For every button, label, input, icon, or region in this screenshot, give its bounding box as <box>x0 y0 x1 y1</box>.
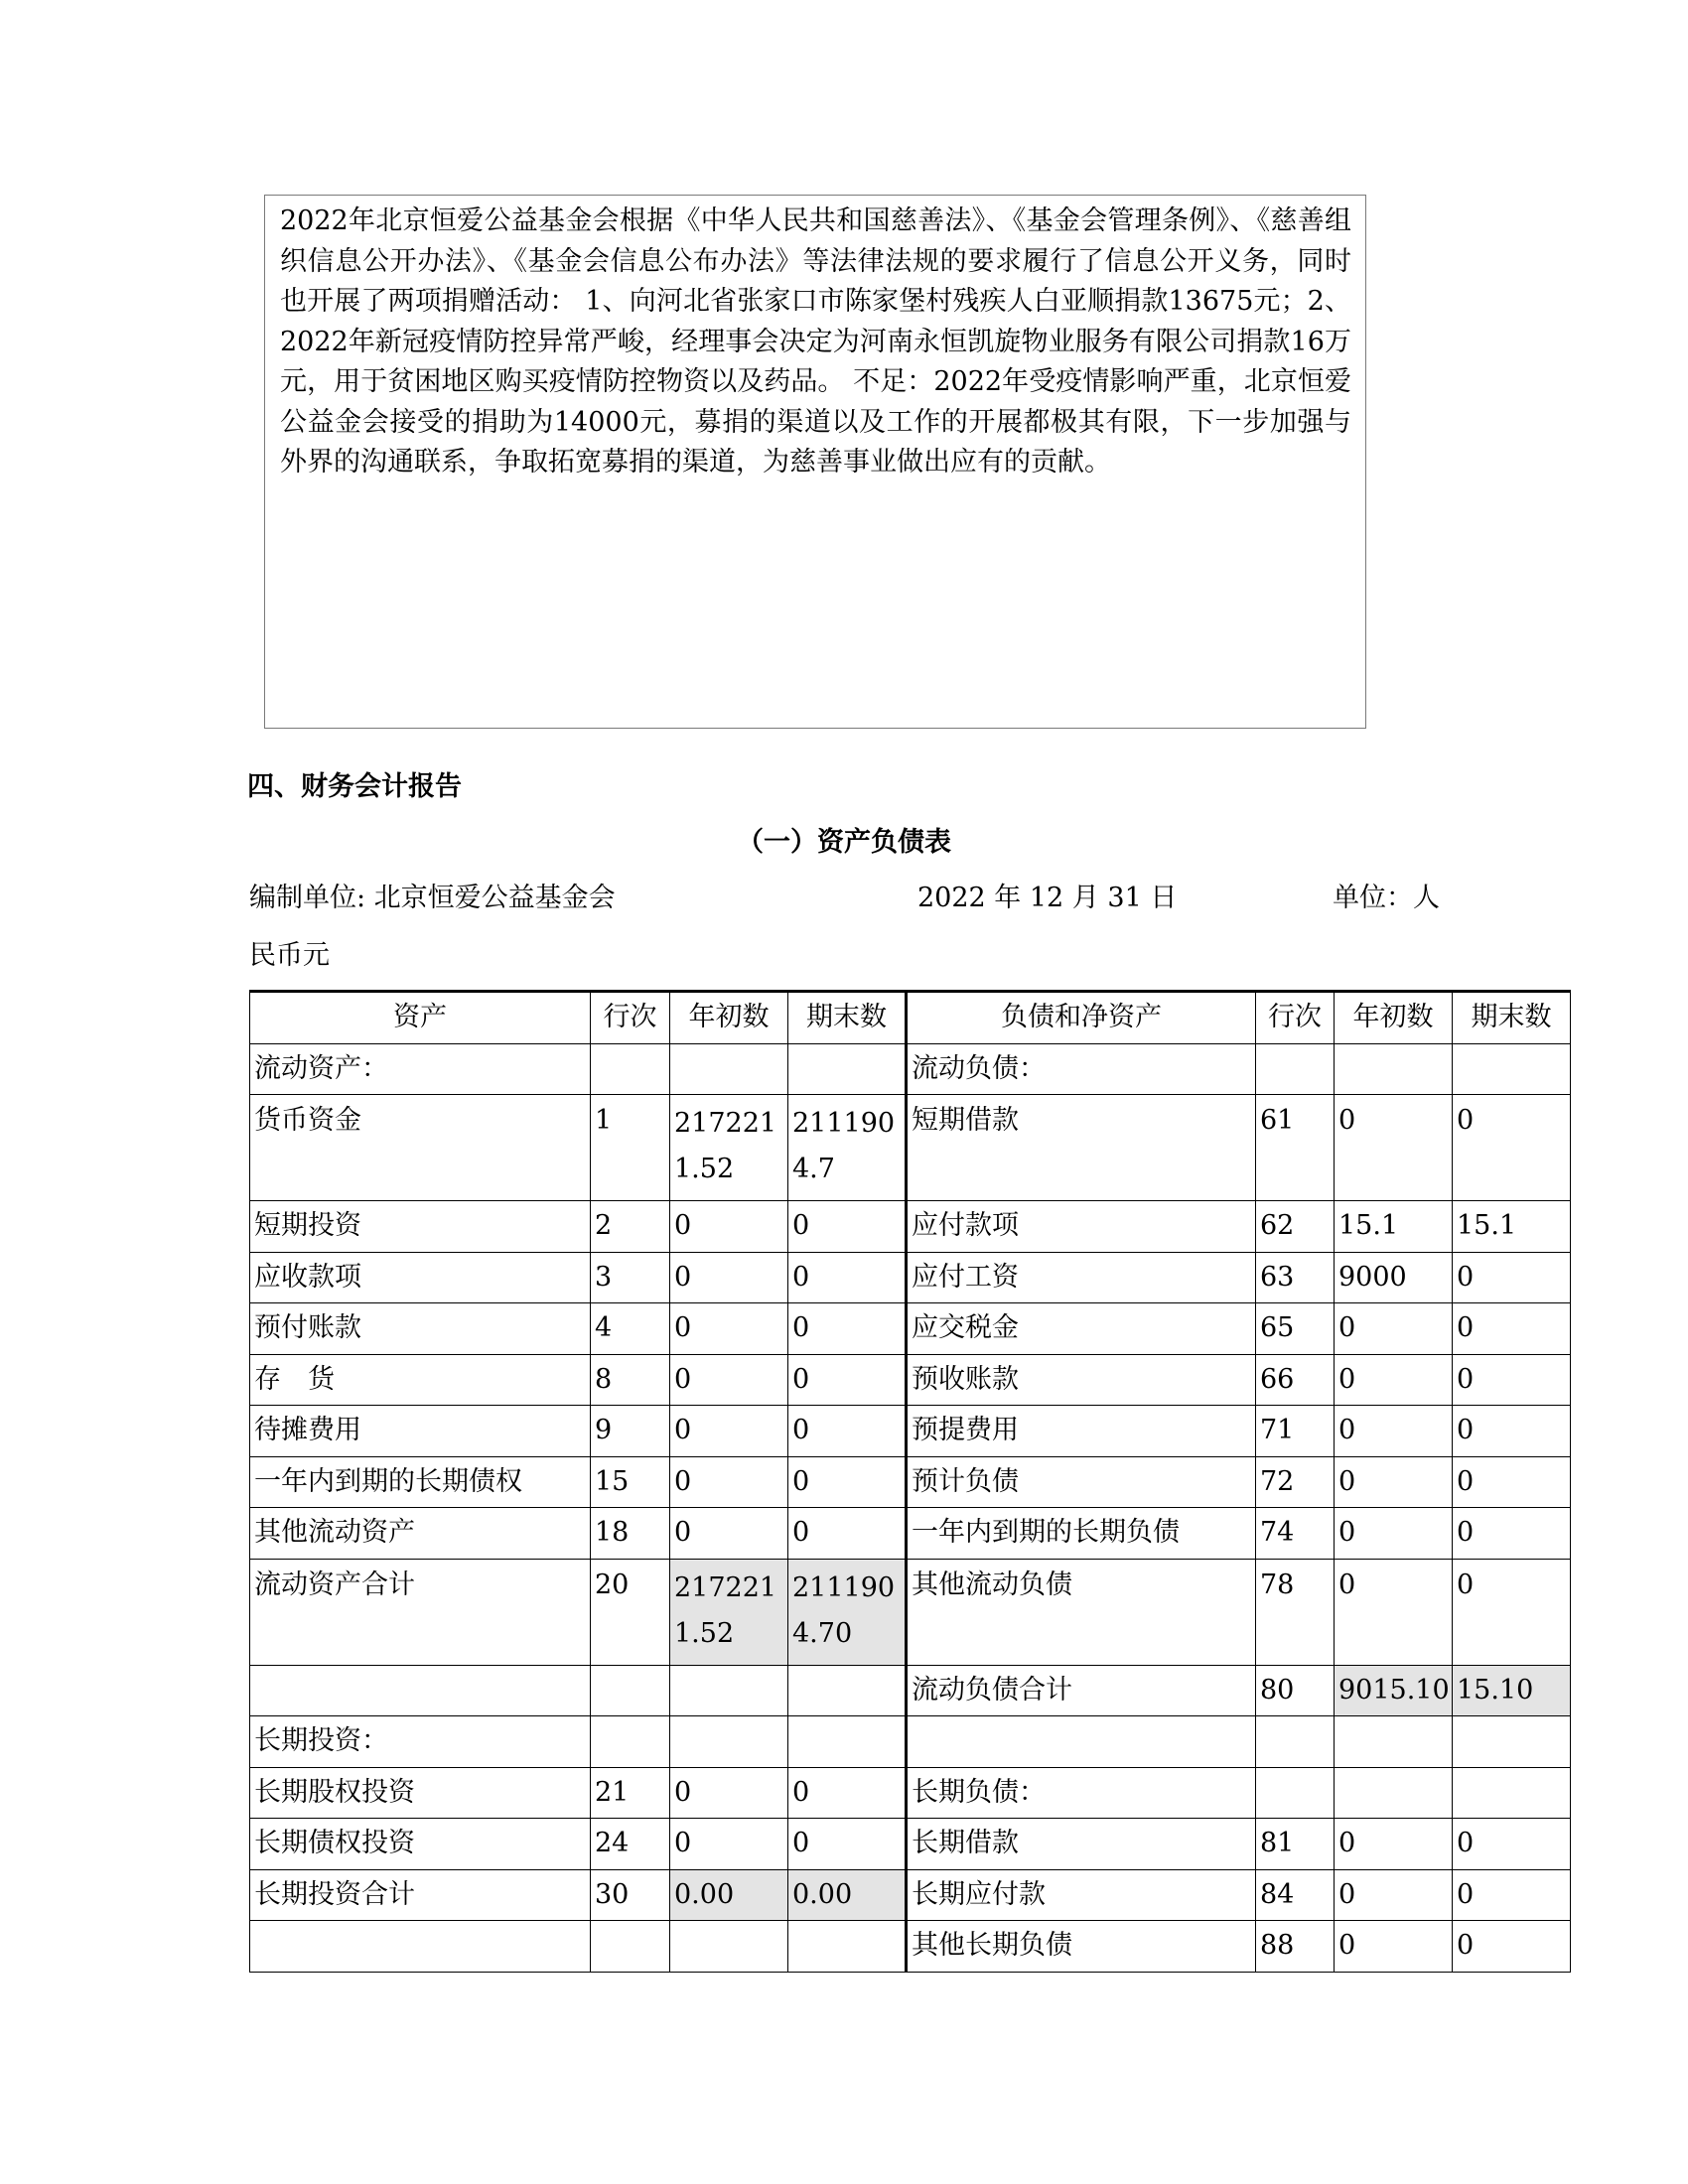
table-cell: 2172211.52 <box>670 1095 788 1201</box>
table-row <box>250 1559 1571 1665</box>
table-cell: 9015.10 <box>1335 1665 1453 1716</box>
table-cell: 0 <box>788 1354 907 1406</box>
table-cell: 0 <box>1335 1303 1453 1355</box>
table-cell: 3 <box>591 1252 670 1303</box>
narrative-text: 2022年北京恒爱公益基金会根据《中华人民共和国慈善法》、《基金会管理条例》、《慈善组织信息公开办法》、《基金会信息公布办法》等法律法规的要求履行了信息公开义务，同时也开展了两项捐赠活动： 1、向河北省张家口市陈家堡村残疾人白亚顺捐款13675元；2、2022年新冠疫情防控异常严峻，经理事会决定为河南永恒凯旋物业服务有限公司捐款16万元，用于贫困地区购买疫情防控物资以及药品。 不足：2022年受疫情影响严重，北京恒爱公益金会接受的捐助为14000元，募捐的渠道以及工作的开展都极其有限，下一步加强与外界的沟通联系，争取拓宽募捐的渠道，为慈善事业做出应有的贡献。 <box>280 205 1351 478</box>
table-cell: 0 <box>788 1303 907 1355</box>
table-cell: 18 <box>591 1508 670 1560</box>
table-cell: 0 <box>1335 1508 1453 1560</box>
table-cell: 0 <box>788 1456 907 1508</box>
table-row <box>250 1095 1571 1201</box>
table-cell: 长期债权投资 <box>250 1819 591 1870</box>
table-cell: 0 <box>670 1354 788 1406</box>
table-row <box>250 1716 1571 1768</box>
table-cell: 0 <box>670 1456 788 1508</box>
table-cell: 8 <box>591 1354 670 1406</box>
table-cell: 0 <box>1335 1559 1453 1665</box>
header-cell: 期末数 <box>788 992 907 1044</box>
table-cell: 应收款项 <box>250 1252 591 1303</box>
table-cell <box>1453 1043 1571 1095</box>
table-row <box>250 1767 1571 1819</box>
table-cell: 0 <box>1335 1354 1453 1406</box>
header-cell: 年初数 <box>1335 992 1453 1044</box>
table-cell: 长期应付款 <box>907 1869 1256 1921</box>
table-cell: 15.1 <box>1335 1201 1453 1253</box>
table-cell: 0 <box>670 1508 788 1560</box>
table-cell <box>250 1921 591 1973</box>
table-cell: 0 <box>1453 1095 1571 1201</box>
table-cell: 0 <box>788 1819 907 1870</box>
table-cell: 待摊费用 <box>250 1406 591 1457</box>
table-cell: 84 <box>1256 1869 1335 1921</box>
table-cell: 0 <box>1453 1354 1571 1406</box>
table-cell: 9000 <box>1335 1252 1453 1303</box>
table-cell: 2172211.52 <box>670 1559 788 1665</box>
table-cell <box>1256 1043 1335 1095</box>
table-cell: 其他流动负债 <box>907 1559 1256 1665</box>
table-cell: 15.10 <box>1453 1665 1571 1716</box>
table-cell: 0 <box>1335 1921 1453 1973</box>
table-cell: 30 <box>591 1869 670 1921</box>
table-cell: 流动资产： <box>250 1043 591 1095</box>
table-cell: 0 <box>1453 1819 1571 1870</box>
table-cell <box>1335 1767 1453 1819</box>
table-cell <box>788 1665 907 1716</box>
table-cell: 0 <box>788 1201 907 1253</box>
table-cell <box>670 1921 788 1973</box>
table-cell: 存 货 <box>250 1354 591 1406</box>
table-cell: 流动负债： <box>907 1043 1256 1095</box>
table-row <box>250 1201 1571 1253</box>
table-header-row <box>250 992 1571 1044</box>
table-cell <box>1256 1716 1335 1768</box>
table-cell <box>591 1043 670 1095</box>
table-cell: 预付账款 <box>250 1303 591 1355</box>
table-cell: 72 <box>1256 1456 1335 1508</box>
table-row <box>250 1303 1571 1355</box>
table-cell <box>788 1921 907 1973</box>
table-cell: 应付款项 <box>907 1201 1256 1253</box>
report-date: 2022 年 12 月 31 日 <box>917 883 1178 913</box>
table-title: （一）资产负债表 <box>737 827 951 858</box>
table-cell: 66 <box>1256 1354 1335 1406</box>
table-cell: 21 <box>591 1767 670 1819</box>
table-cell: 0 <box>1335 1456 1453 1508</box>
header-cell: 负债和净资产 <box>907 992 1256 1044</box>
table-cell <box>670 1665 788 1716</box>
table-cell: 一年内到期的长期债权 <box>250 1456 591 1508</box>
table-cell <box>250 1665 591 1716</box>
table-cell: 88 <box>1256 1921 1335 1973</box>
table-cell: 预计负债 <box>907 1456 1256 1508</box>
table-cell: 预提费用 <box>907 1406 1256 1457</box>
header-cell: 年初数 <box>670 992 788 1044</box>
table-cell <box>670 1716 788 1768</box>
table-cell: 0 <box>1453 1406 1571 1457</box>
table-cell: 0 <box>670 1252 788 1303</box>
table-cell: 0 <box>1453 1508 1571 1560</box>
table-cell <box>1453 1767 1571 1819</box>
table-cell <box>591 1665 670 1716</box>
table-row <box>250 1456 1571 1508</box>
table-cell <box>1335 1716 1453 1768</box>
table-cell: 9 <box>591 1406 670 1457</box>
table-cell <box>591 1716 670 1768</box>
table-cell: 短期借款 <box>907 1095 1256 1201</box>
table-cell <box>591 1921 670 1973</box>
table-cell: 62 <box>1256 1201 1335 1253</box>
table-cell: 24 <box>591 1819 670 1870</box>
table-cell: 一年内到期的长期负债 <box>907 1508 1256 1560</box>
table-cell: 流动负债合计 <box>907 1665 1256 1716</box>
table-row <box>250 1252 1571 1303</box>
table-cell: 0 <box>670 1767 788 1819</box>
table-cell: 应交税金 <box>907 1303 1256 1355</box>
header-cell: 资产 <box>250 992 591 1044</box>
table-cell <box>1335 1043 1453 1095</box>
table-cell: 1 <box>591 1095 670 1201</box>
table-cell: 其他流动资产 <box>250 1508 591 1560</box>
table-cell: 预收账款 <box>907 1354 1256 1406</box>
header-cell: 期末数 <box>1453 992 1571 1044</box>
table-cell: 应付工资 <box>907 1252 1256 1303</box>
table-cell <box>907 1716 1256 1768</box>
table-cell: 65 <box>1256 1303 1335 1355</box>
table-row <box>250 1819 1571 1870</box>
table-cell: 0 <box>1335 1095 1453 1201</box>
table-cell: 0.00 <box>670 1869 788 1921</box>
table-row <box>250 1665 1571 1716</box>
table-cell: 61 <box>1256 1095 1335 1201</box>
table-cell: 0 <box>1335 1869 1453 1921</box>
table-cell: 15 <box>591 1456 670 1508</box>
table-cell <box>1256 1767 1335 1819</box>
table-cell: 长期借款 <box>907 1819 1256 1870</box>
table-cell: 0 <box>1453 1869 1571 1921</box>
table-cell: 0.00 <box>788 1869 907 1921</box>
balance-sheet-table <box>249 990 1571 1973</box>
table-cell: 短期投资 <box>250 1201 591 1253</box>
table-cell: 长期股权投资 <box>250 1767 591 1819</box>
table-cell: 0 <box>1453 1921 1571 1973</box>
table-cell: 15.1 <box>1453 1201 1571 1253</box>
table-cell: 0 <box>1335 1406 1453 1457</box>
table-cell: 0 <box>670 1406 788 1457</box>
table-cell: 2111904.70 <box>788 1559 907 1665</box>
table-row <box>250 1354 1571 1406</box>
table-cell <box>788 1716 907 1768</box>
table-cell: 0 <box>788 1252 907 1303</box>
table-cell: 78 <box>1256 1559 1335 1665</box>
table-cell: 0 <box>670 1819 788 1870</box>
table-cell: 0 <box>670 1201 788 1253</box>
table-cell: 20 <box>591 1559 670 1665</box>
table-cell: 0 <box>1453 1559 1571 1665</box>
table-cell: 71 <box>1256 1406 1335 1457</box>
table-row <box>250 1508 1571 1560</box>
table-cell: 长期投资： <box>250 1716 591 1768</box>
table-cell: 货币资金 <box>250 1095 591 1201</box>
table-row <box>250 1406 1571 1457</box>
table-cell: 0 <box>670 1303 788 1355</box>
table-cell: 4 <box>591 1303 670 1355</box>
table-cell: 0 <box>788 1767 907 1819</box>
table-cell: 63 <box>1256 1252 1335 1303</box>
table-row <box>250 1921 1571 1973</box>
table-cell <box>1453 1716 1571 1768</box>
unit-label: 单位：人 <box>1333 883 1440 913</box>
table-cell: 2111904.7 <box>788 1095 907 1201</box>
org-label: 编制单位: 北京恒爱公益基金会 <box>249 883 616 913</box>
table-cell: 长期负债： <box>907 1767 1256 1819</box>
table-cell: 81 <box>1256 1819 1335 1870</box>
table-cell: 0 <box>1453 1252 1571 1303</box>
table-cell: 其他长期负债 <box>907 1921 1256 1973</box>
section-title: 四、财务会计报告 <box>247 771 462 802</box>
table-row <box>250 1869 1571 1921</box>
table-cell: 0 <box>1453 1303 1571 1355</box>
table-cell: 0 <box>788 1508 907 1560</box>
table-cell: 2 <box>591 1201 670 1253</box>
table-cell: 74 <box>1256 1508 1335 1560</box>
header-cell: 行次 <box>1256 992 1335 1044</box>
table-cell: 80 <box>1256 1665 1335 1716</box>
table-cell: 0 <box>1335 1819 1453 1870</box>
table-cell: 0 <box>1453 1456 1571 1508</box>
table-cell: 长期投资合计 <box>250 1869 591 1921</box>
narrative-box <box>264 195 1366 729</box>
table-cell: 0 <box>788 1406 907 1457</box>
table-cell: 流动资产合计 <box>250 1559 591 1665</box>
header-cell: 行次 <box>591 992 670 1044</box>
table-cell <box>788 1043 907 1095</box>
table-row <box>250 1043 1571 1095</box>
unit-label-cont: 民币元 <box>249 940 330 971</box>
table-cell <box>670 1043 788 1095</box>
